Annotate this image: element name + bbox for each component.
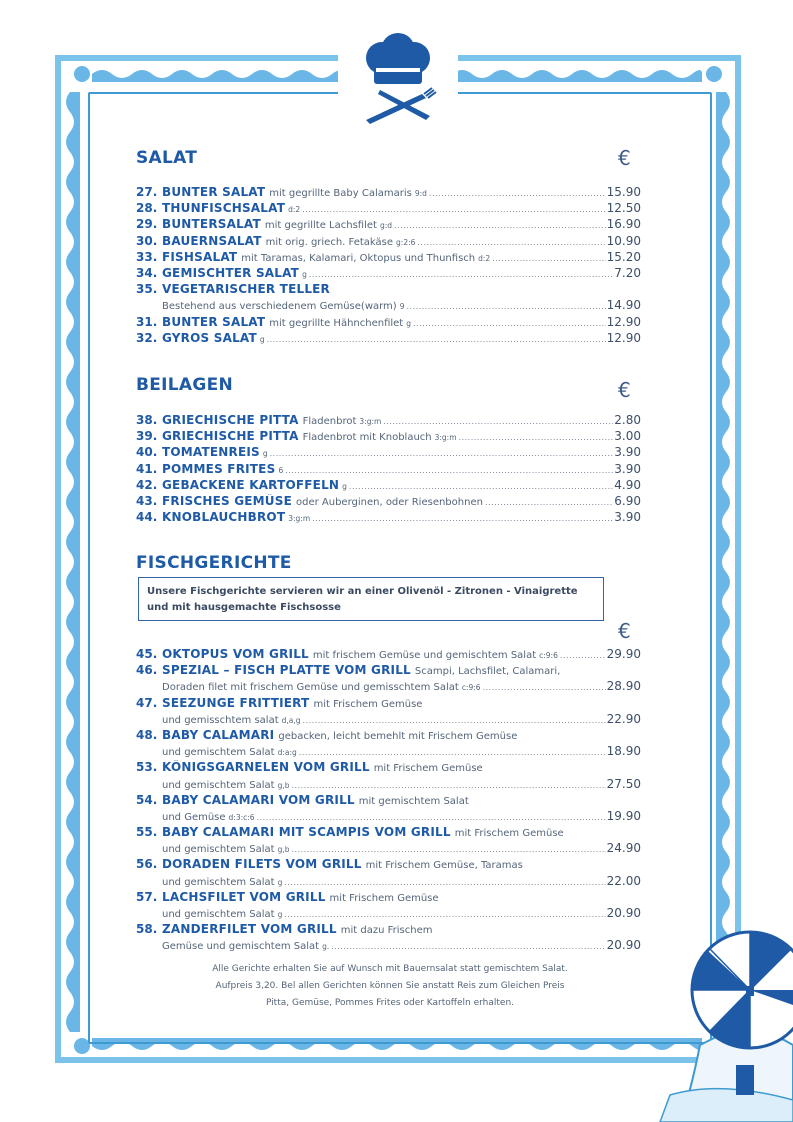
footnote-line-2: Aufpreis 3,20. Bel allen Gerichten können Sie anstatt Reis zum Gleichen Preis bbox=[215, 981, 565, 991]
menu-item-line bbox=[136, 510, 641, 526]
item-name: DORADEN FILETS VOM GRILL bbox=[162, 857, 362, 872]
item-name: GRIECHISCHE PITTA bbox=[162, 429, 299, 444]
item-price: 16.90 bbox=[606, 217, 641, 232]
item-allergen-codes: 3:g:m bbox=[434, 433, 457, 443]
item-allergen-codes: g bbox=[406, 318, 411, 328]
item-allergen-codes: g bbox=[262, 449, 268, 459]
menu-item-line bbox=[136, 478, 641, 494]
item-description: mit Frischem Gemüse, Taramas bbox=[365, 860, 523, 872]
item-description: mit gegrillte Lachsfilet bbox=[264, 220, 377, 232]
leader-dots bbox=[413, 319, 606, 328]
info-line-2: und mit hausgemachte Fischsosse bbox=[147, 602, 341, 613]
item-price: 27.50 bbox=[606, 776, 641, 791]
item-description: mit dazu Frischem bbox=[340, 925, 433, 937]
item-subdescription: Bestehend aus verschiedenem Gemüse(warm) bbox=[162, 301, 397, 313]
item-name: FISHSALAT bbox=[162, 249, 238, 264]
item-subdescription: und gemischtem Salat bbox=[162, 844, 275, 856]
leader-dots bbox=[302, 205, 605, 214]
item-name: SPEZIAL – FISCH PLATTE VOM GRILL bbox=[162, 663, 411, 678]
item-number: 34. bbox=[136, 265, 158, 280]
item-allergen-codes: 6 bbox=[278, 465, 284, 475]
item-allergen-codes: d:2 bbox=[288, 205, 301, 215]
section-title-beilagen: BEILAGEN bbox=[136, 375, 234, 395]
knife-fork-icon bbox=[366, 88, 436, 124]
menu-item-line bbox=[136, 413, 641, 429]
item-allergen-codes: c:9:6 bbox=[461, 683, 481, 693]
menu-item-subline bbox=[136, 777, 641, 793]
item-price: 24.90 bbox=[606, 841, 641, 856]
item-allergen-codes: g. bbox=[322, 942, 330, 952]
menu-item-line bbox=[136, 647, 641, 663]
menu-item-line bbox=[136, 266, 641, 282]
item-number: 30. bbox=[136, 233, 158, 248]
item-price: 22.00 bbox=[606, 873, 641, 888]
menu-item-line bbox=[136, 922, 641, 938]
item-price: 3.90 bbox=[614, 445, 641, 460]
item-allergen-codes: c:9:6 bbox=[539, 651, 558, 660]
info-line-1: Unsere Fischgerichte servieren wir an einer Olivenöl - Zitronen - Vinaigrette bbox=[147, 586, 578, 597]
leader-dots bbox=[291, 781, 605, 790]
menu-item-line bbox=[136, 663, 641, 679]
item-description: gebacken, leicht bemehlt mit Frischem Gemüse bbox=[278, 730, 518, 742]
leader-dots bbox=[257, 813, 606, 822]
item-price: 12.50 bbox=[606, 201, 641, 216]
item-price: 29.90 bbox=[606, 647, 641, 661]
item-allergen-codes: g:d bbox=[379, 221, 392, 231]
currency-salat: € bbox=[618, 146, 631, 170]
menu-item-line bbox=[136, 331, 641, 347]
item-name: SEEZUNGE FRITTIERT bbox=[162, 695, 310, 710]
item-description: mit Frischem Gemüse bbox=[329, 892, 439, 904]
salat-list bbox=[136, 185, 641, 347]
item-number: 48. bbox=[136, 727, 158, 742]
item-number: 40. bbox=[136, 445, 158, 460]
item-subdescription: und gemischtem Salat bbox=[162, 909, 275, 920]
item-number: 33. bbox=[136, 249, 158, 264]
item-allergen-codes: g,b bbox=[277, 780, 290, 790]
item-price: 14.90 bbox=[606, 298, 641, 313]
item-name: KNOBLAUCHBROT bbox=[162, 510, 286, 525]
item-name: GEBACKENE KARTOFFELN bbox=[162, 477, 340, 492]
menu-item-subline bbox=[136, 809, 641, 825]
item-description: mit gegrillte Baby Calamaris bbox=[269, 188, 412, 199]
item-name: ZANDERFILET VOM GRILL bbox=[162, 922, 337, 937]
item-price: 3.90 bbox=[614, 461, 641, 476]
chef-hat-icon bbox=[338, 24, 458, 142]
item-price: 4.90 bbox=[614, 477, 641, 492]
item-name: BAUERNSALAT bbox=[162, 233, 262, 248]
item-number: 31. bbox=[136, 314, 158, 329]
item-subdescription: und gemisschtem salat bbox=[162, 714, 279, 726]
menu-item-line bbox=[136, 462, 641, 478]
menu-item-line bbox=[136, 445, 641, 461]
leader-dots bbox=[485, 498, 613, 507]
menu-item-line bbox=[136, 696, 641, 712]
menu-item-line bbox=[136, 857, 641, 873]
menu-item-line bbox=[136, 234, 641, 250]
footnote-line-3: Pitta, Gemüse, Pommes Frites oder Kartoffeln erhalten. bbox=[265, 998, 515, 1008]
beilagen-list bbox=[136, 413, 641, 526]
item-name: TOMATENREIS bbox=[162, 445, 260, 460]
item-description: mit orig. griech. Fetakäse bbox=[265, 236, 394, 248]
menu-item-line bbox=[136, 890, 641, 906]
item-name: BUNTERSALAT bbox=[162, 217, 261, 232]
item-number: 44. bbox=[136, 510, 158, 525]
item-name: BABY CALAMARI MIT SCAMPIS VOM GRILL bbox=[162, 825, 451, 840]
item-subdescription: und gemischtem Salat bbox=[162, 779, 275, 791]
footnote bbox=[190, 961, 590, 1012]
leader-dots bbox=[406, 302, 605, 311]
leader-dots bbox=[492, 254, 605, 263]
item-subdescription: und Gemüse bbox=[162, 811, 226, 823]
leader-dots bbox=[270, 449, 614, 458]
item-price: 3.90 bbox=[614, 510, 641, 525]
item-price: 12.90 bbox=[606, 330, 641, 345]
item-number: 43. bbox=[136, 493, 158, 508]
item-price: 20.90 bbox=[606, 938, 641, 953]
item-allergen-codes: d:3:c:6 bbox=[228, 812, 255, 822]
item-price: 10.90 bbox=[606, 233, 641, 248]
item-allergen-codes: 9 bbox=[399, 302, 405, 312]
fisch-list bbox=[136, 647, 641, 955]
item-price: 22.90 bbox=[606, 711, 641, 726]
item-number: 45. bbox=[136, 647, 158, 661]
item-number: 41. bbox=[136, 461, 158, 476]
item-name: KÖNIGSGARNELEN VOM GRILL bbox=[162, 760, 370, 775]
item-allergen-codes: 9:d bbox=[414, 189, 427, 198]
leader-dots bbox=[291, 845, 605, 854]
item-name: GEMISCHTER SALAT bbox=[162, 265, 300, 280]
item-number: 58. bbox=[136, 922, 158, 937]
item-subdescription: und gemischtem Salat bbox=[162, 876, 275, 888]
item-number: 28. bbox=[136, 201, 158, 216]
item-number: 32. bbox=[136, 330, 158, 345]
menu-item-line bbox=[136, 793, 641, 809]
item-number: 56. bbox=[136, 857, 158, 872]
item-description: Fladenbrot bbox=[302, 416, 357, 427]
item-name: GYROS SALAT bbox=[162, 330, 257, 345]
item-description: mit Taramas, Kalamari, Oktopus und Thunfisch bbox=[241, 252, 476, 264]
item-allergen-codes: d,a,g bbox=[281, 715, 301, 725]
menu-item-line bbox=[136, 201, 641, 217]
item-name: BUNTER SALAT bbox=[162, 314, 266, 329]
item-price: 12.90 bbox=[606, 314, 641, 329]
item-number: 35. bbox=[136, 282, 158, 297]
item-name: BABY CALAMARI VOM GRILL bbox=[162, 792, 355, 807]
item-number: 57. bbox=[136, 889, 158, 904]
item-description: oder Auberginen, oder Riesenbohnen bbox=[295, 496, 483, 508]
leader-dots bbox=[394, 221, 606, 230]
menu-item-subline bbox=[136, 744, 641, 760]
leader-dots bbox=[459, 433, 614, 442]
item-number: 53. bbox=[136, 760, 158, 775]
item-allergen-codes: 3:g:m bbox=[359, 417, 382, 426]
item-name: BABY CALAMARI bbox=[162, 727, 275, 742]
item-allergen-codes: d:2 bbox=[478, 253, 491, 263]
item-price: 20.90 bbox=[606, 906, 641, 920]
footnote-line-1: Alle Gerichte erhalten Sie auf Wunsch mit Bauernsalat statt gemischtem Salat. bbox=[212, 964, 568, 974]
item-number: 39. bbox=[136, 429, 158, 444]
windmill-illustration bbox=[640, 895, 793, 1122]
leader-dots bbox=[285, 466, 613, 475]
currency-beilagen: € bbox=[618, 378, 631, 402]
item-allergen-codes: g bbox=[342, 481, 347, 491]
item-allergen-codes: d:a:g bbox=[277, 748, 297, 758]
item-price: 19.90 bbox=[606, 808, 641, 823]
item-description: mit gemischtem Salat bbox=[358, 795, 469, 807]
item-name: LACHSFILET VOM GRILL bbox=[162, 889, 326, 904]
leader-dots bbox=[267, 335, 606, 344]
leader-dots bbox=[429, 189, 606, 198]
item-name: FRISCHES GEMÜSE bbox=[162, 493, 292, 508]
item-name: POMMES FRITES bbox=[162, 461, 276, 476]
item-description: mit gegrillte Hähnchenfilet bbox=[269, 317, 404, 329]
item-allergen-codes: g,b bbox=[277, 845, 290, 855]
leader-dots bbox=[284, 878, 605, 887]
item-allergen-codes: g bbox=[277, 877, 283, 887]
item-name: GRIECHISCHE PITTA bbox=[162, 413, 299, 427]
item-description: mit Frischem Gemüse bbox=[454, 828, 564, 840]
item-number: 54. bbox=[136, 792, 158, 807]
menu-item-line bbox=[136, 217, 641, 233]
leader-dots bbox=[284, 910, 605, 919]
fisch-info-box bbox=[138, 577, 604, 621]
item-description: Fladenbrot mit Knoblauch bbox=[302, 432, 432, 444]
menu-item-line bbox=[136, 185, 641, 201]
leader-dots bbox=[417, 238, 605, 247]
menu-item-line bbox=[136, 825, 641, 841]
item-name: THUNFISCHSALAT bbox=[162, 201, 286, 216]
leader-dots bbox=[312, 514, 613, 523]
item-number: 55. bbox=[136, 825, 158, 840]
item-number: 27. bbox=[136, 185, 158, 199]
item-subdescription: Gemüse und gemischtem Salat bbox=[162, 941, 320, 953]
item-name: VEGETARISCHER TELLER bbox=[162, 282, 330, 297]
item-number: 46. bbox=[136, 663, 158, 678]
item-name: OKTOPUS VOM GRILL bbox=[162, 647, 309, 661]
menu-item-subline bbox=[136, 298, 641, 314]
menu-item-line bbox=[136, 282, 641, 298]
menu-item-line bbox=[136, 429, 641, 445]
item-allergen-codes: 3:g:m bbox=[288, 514, 311, 524]
leader-dots bbox=[299, 748, 606, 757]
item-allergen-codes: g bbox=[302, 269, 307, 279]
item-price: 7.20 bbox=[614, 265, 641, 280]
menu-item-subline bbox=[136, 906, 641, 922]
item-description: mit frischem Gemüse und gemischtem Salat bbox=[312, 650, 537, 661]
item-price: 15.90 bbox=[606, 185, 641, 199]
item-number: 42. bbox=[136, 477, 158, 492]
leader-dots bbox=[331, 942, 605, 951]
menu-item-subline bbox=[136, 712, 641, 728]
item-price: 2.80 bbox=[614, 413, 641, 427]
leader-dots bbox=[303, 716, 606, 725]
leader-dots bbox=[483, 683, 606, 692]
item-subdescription: und gemischtem Salat bbox=[162, 747, 275, 759]
menu-item-subline bbox=[136, 841, 641, 857]
item-price: 15.20 bbox=[606, 249, 641, 264]
item-allergen-codes: g:2:6 bbox=[396, 237, 416, 247]
section-title-fisch: FISCHGERICHTE bbox=[136, 553, 292, 573]
menu-item-subline bbox=[136, 874, 641, 890]
leader-dots bbox=[349, 482, 613, 491]
item-number: 47. bbox=[136, 695, 158, 710]
menu-item-line bbox=[136, 760, 641, 776]
item-number: 38. bbox=[136, 413, 158, 427]
section-title-salat: SALAT bbox=[136, 148, 198, 168]
item-price: 18.90 bbox=[606, 744, 641, 759]
chef-emblem bbox=[338, 24, 458, 142]
menu-item-subline bbox=[136, 938, 641, 954]
item-price: 6.90 bbox=[614, 493, 641, 508]
menu-item-subline bbox=[136, 679, 641, 695]
leader-dots bbox=[383, 417, 613, 426]
item-price: 28.90 bbox=[606, 679, 641, 694]
menu-item-line bbox=[136, 250, 641, 266]
item-subdescription: Doraden filet mit frischem Gemüse und gemisschtem Salat bbox=[162, 682, 459, 694]
menu-item-line bbox=[136, 494, 641, 510]
item-description: Scampi, Lachsfilet, Calamari, bbox=[414, 666, 561, 678]
item-allergen-codes: g bbox=[259, 334, 265, 344]
menu-item-line bbox=[136, 728, 641, 744]
item-description: mit Frischem Gemüse bbox=[373, 763, 483, 775]
leader-dots bbox=[560, 651, 606, 660]
item-allergen-codes: g bbox=[277, 910, 283, 919]
item-name: BUNTER SALAT bbox=[162, 185, 266, 199]
item-price: 3.00 bbox=[614, 429, 641, 444]
item-number: 29. bbox=[136, 217, 158, 232]
menu-item-line bbox=[136, 315, 641, 331]
item-description: mit Frischem Gemüse bbox=[313, 698, 423, 710]
currency-fisch: € bbox=[618, 619, 631, 643]
leader-dots bbox=[309, 270, 613, 279]
